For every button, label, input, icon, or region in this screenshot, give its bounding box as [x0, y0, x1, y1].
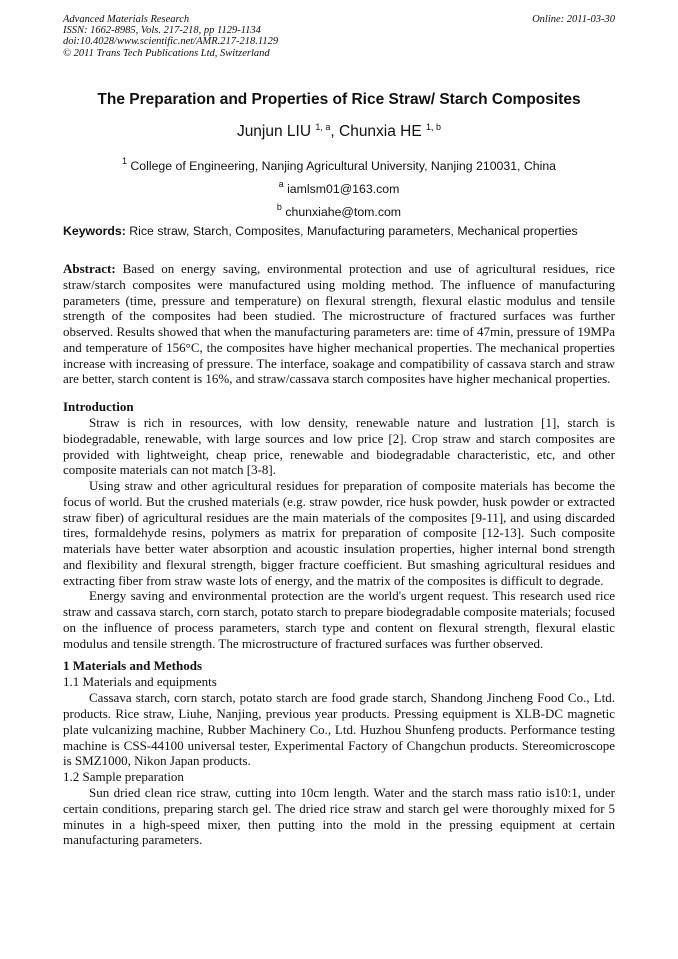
paragraph: Using straw and other agricultural residues for preparation of composite materials has become the focus of world. But the crushed materials (e.g. straw powder, rice husk powder, husk powder or extracted straw fiber) of agricultural residues are the main materials of the composites [9-11], and using discarded tires, formaldehyde resins, polymers as matrix for preparation of composite [12-13]. Such composite materials have better water absorption and acoustic insulation properties, higher internal bond strength and flexibility and flexural strength, bigger fracture coefficient. But smashing agricultural residues and extracting fiber from straw waste lots of energy, and the matrix of the composites is difficult to degrade. — [63, 478, 615, 588]
copyright: © 2011 Trans Tech Publications Ltd, Switzerland — [63, 47, 270, 59]
abstract-text: Based on energy saving, environmental protection and use of agricultural residues, rice straw/starch composites were manufactured using molding method. The influence of manufacturing parameters (time, pressure and temperature) on flexural strength, flexural elastic modulus and tensile strength of the composites had been studied. The microstructure of fractured surfaces was further observed. Results showed that when the manufacturing parameters are: time of 47min, pressure of 19MPa and temperature of 156°C, the composites have higher mechanical properties. The mechanical properties increase with increasing of pressure. The interface, soakage and compatibility of cassava starch and straw are better, starch content is 16%, and straw/cassava starch composites have higher mechanical properties. — [63, 261, 616, 387]
issn: ISSN: 1662-8985, Vols. 217-218, pp 1129-1134 — [63, 25, 261, 37]
affiliations — [0, 152, 678, 221]
doi: doi:10.4028/www.scientific.net/AMR.217-218.1129 — [63, 36, 279, 48]
keywords — [63, 224, 578, 238]
journal-name: Advanced Materials Research — [63, 14, 190, 25]
author-name: Chunxia HE — [339, 123, 422, 140]
paragraph: Sun dried clean rice straw, cutting into 10cm length. Water and the starch mass ratio is10:1, under certain conditions, preparing starch gel. The dried rice straw and starch gel were thoroughly mixed for 5 minutes in a high-speed mixer, then putting into the mold in the pressing equipment at certain manufacturing parameters. — [63, 785, 615, 848]
paragraph: Energy saving and environmental protection are the world's urgent request. This research used rice straw and cassava starch, corn starch, potato starch to prepare biodegradable composite materials; focused on the influence of process parameters, starch type and content on flexural strength, flexural elastic modulus and tensile strength. The microstructure of fractured surfaces was further observed. — [63, 588, 615, 651]
authors: Junjun LIU $^{1, a}$, Chunxia HE $^{1, b}$ — [236, 122, 442, 140]
paper-body — [63, 261, 615, 848]
subsection-heading: 1.2 Sample preparation — [63, 769, 184, 784]
email-sup: b — [276, 202, 282, 212]
paragraph: Straw is rich in resources, with low density, renewable nature and lustration [1], starch is biodegradable, renewable, with large sources and low price [2]. Crop straw and starch composites are provided with lightweight, cheap price, renewable and biodegradable characteristic, etc, and other composite materials can not match [3-8]. — [63, 415, 615, 478]
abstract — [63, 261, 615, 387]
subsection-heading: 1.1 Materials and equipments — [63, 674, 217, 690]
keywords-label: Keywords: — [63, 224, 126, 238]
online-date: Online: 2011-03-30 — [532, 14, 615, 25]
email-sup: a — [278, 179, 284, 189]
journal-header — [63, 14, 615, 59]
paragraph: Cassava starch, corn starch, potato starch are food grade starch, Shandong Jincheng Food Co., Ltd. products. Rice straw, Liuhe, Nanjing, previous year products. Pressing equipment is XLB-DC magnetic plate vulcanizing machine, Rubber Machinery Co., Ltd. Huzhou Shunfeng products. Performance testing machine is CSS-44100 universal tester, Experimental Factory of Changchun products. Stereomicroscope is SMZ1000, Nikon Japan products. — [63, 690, 615, 769]
paper-title: The Preparation and Properties of Rice Straw/ Starch Composites — [97, 91, 581, 108]
introduction-heading: Introduction — [63, 399, 134, 414]
section-heading: 1 Materials and Methods — [63, 658, 203, 674]
author-sup: 1, a — [315, 122, 331, 132]
keywords-text: Rice straw, Starch, Composites, Manufacturing parameters, Mechanical properties — [129, 224, 578, 238]
affiliation-sup: 1 — [121, 156, 127, 166]
author-sup: 1, b — [426, 122, 442, 132]
abstract-label: Abstract: — [63, 261, 116, 276]
email: chunxiahe@tom.com — [285, 205, 402, 219]
author-name: Junjun LIU — [236, 123, 312, 140]
affiliation: College of Engineering, Nanjing Agricultural University, Nanjing 210031, China — [130, 159, 557, 173]
email: iamlsm01@163.com — [287, 182, 400, 196]
